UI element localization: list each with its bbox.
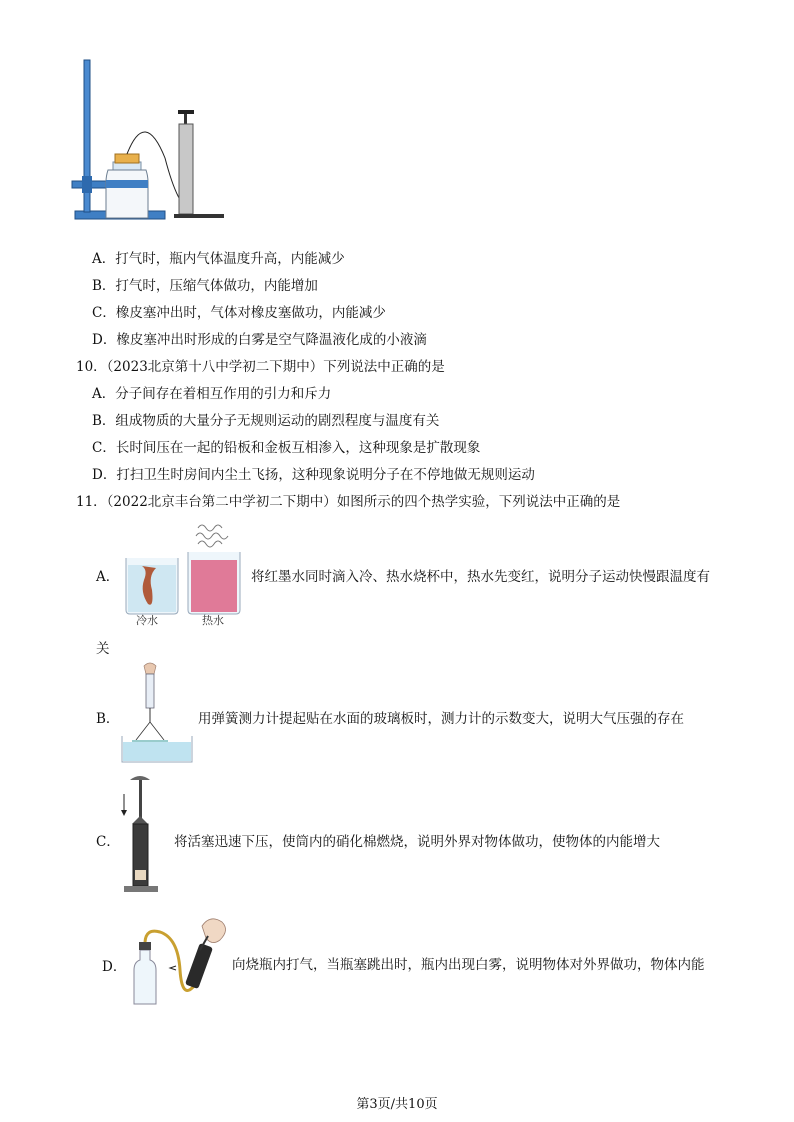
q10-option-b: B．组成物质的大量分子无规则运动的剧烈程度与温度有关 [92,413,440,429]
q11-option-a-text: 将红墨水同时滴入冷、热水烧杯中，热水先变红，说明分子运动快慢跟温度有 [251,569,710,585]
q11-option-a-text-continued: 关 [96,641,110,657]
q11-option-c-label: C． [96,834,120,850]
q9-option-b: B．打气时，压缩气体做功，内能增加 [92,278,318,294]
q11-option-b-label: B． [96,711,120,727]
q11-option-d-text: 向烧瓶内打气，当瓶塞跳出时，瓶内出现白雾，说明物体对外界做功，物体内能 [232,957,705,973]
q9-option-a: A．打气时，瓶内气体温度升高，内能减少 [92,251,345,267]
q10-option-d: D．打扫卫生时房间内尘土飞扬，这种现象说明分子在不停地做无规则运动 [92,467,535,483]
cold-water-label: 冷水 [136,614,158,627]
hot-water-label: 热水 [202,614,224,627]
q11-option-b-text: 用弹簧测力计提起贴在水面的玻璃板时，测力计的示数变大，说明大气压强的存在 [198,711,684,727]
flask-pump-figure [120,910,236,1010]
q10-option-a: A．分子间存在着相互作用的引力和斥力 [92,386,332,402]
spring-scale-figure [118,660,198,768]
q11-stem: 11．（2022北京丰台第二中学初二下期中）如图所示的四个热学实验，下列说法中正确的是 [76,494,621,510]
q10-option-c: C．长时间压在一起的铅板和金板互相渗入，这种现象是扩散现象 [92,440,481,456]
q11-option-a-label: A． [96,569,120,585]
beakers-figure [118,520,248,630]
compression-cylinder-figure [118,774,164,896]
page-footer: 第3页/共10页 [356,1097,438,1112]
q11-option-c-text: 将活塞迅速下压，使筒内的硝化棉燃烧，说明外界对物体做功，使物体的内能增大 [174,834,660,850]
q11-option-d-label: D． [102,959,127,975]
q10-stem: 10．（2023北京第十八中学初二下期中）下列说法中正确的是 [76,359,445,375]
pump-bottle-apparatus-figure [70,58,230,228]
q9-option-c: C．橡皮塞冲出时，气体对橡皮塞做功，内能减少 [92,305,386,321]
q9-option-d: D．橡皮塞冲出时形成的白雾是空气降温液化成的小液滴 [92,332,427,348]
